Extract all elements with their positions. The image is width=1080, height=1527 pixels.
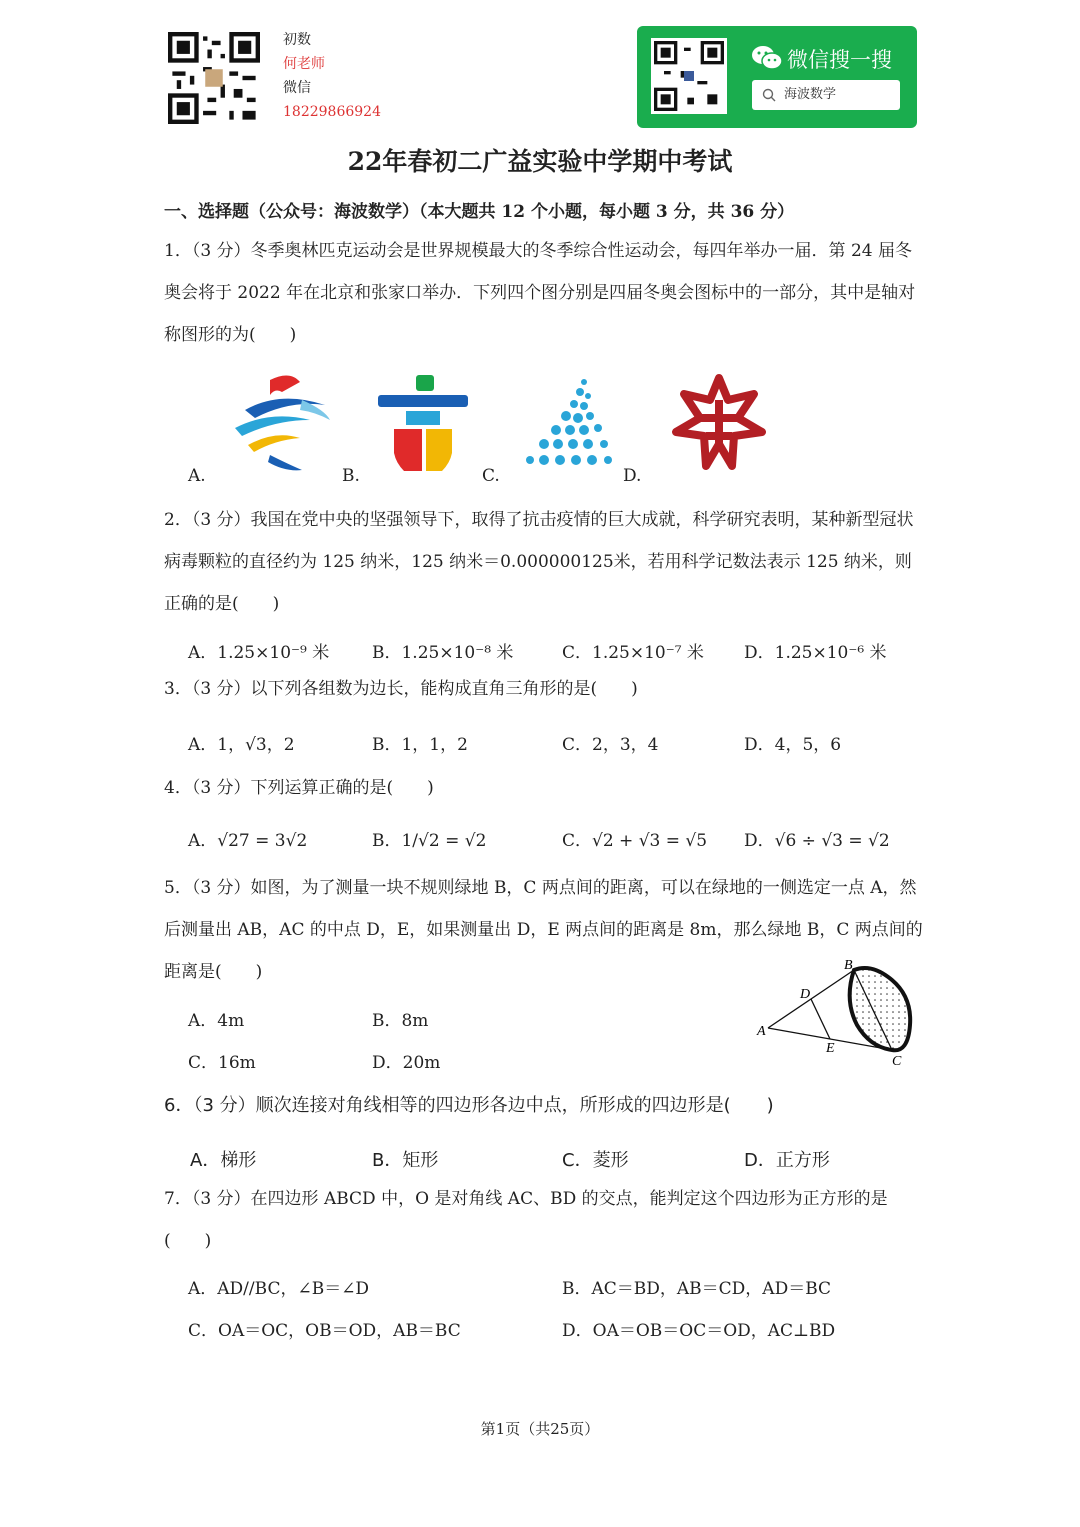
- q7-option-c: C．OA＝OC，OB＝OD，AB＝BC: [188, 1321, 461, 1341]
- q7-option-b: B．AC＝BD，AB＝CD，AD＝BC: [562, 1279, 832, 1299]
- q1-option-b: B.: [342, 466, 360, 486]
- q5-option-d: D．20m: [372, 1053, 441, 1073]
- q5-option-a: A．4m: [188, 1011, 245, 1031]
- section-heading: 一、选择题（公众号：海波数学）（本大题共 12 个小题，每小题 3 分，共 36 分）: [164, 202, 795, 222]
- exam-title: 22年春初二广益实验中学期中考试: [347, 147, 733, 176]
- q3-option-a: A．1，√3，2: [188, 735, 295, 755]
- page-footer: 第1页（共25页）: [480, 1420, 600, 1438]
- q6-option-b: B．矩形: [372, 1150, 439, 1171]
- q2-option-d: D．1.25×10⁻⁶ 米: [744, 643, 887, 663]
- logo-d-image: [666, 370, 772, 474]
- question-3-text: 3．（3 分）以下列各组数为边长，能构成直角三角形的是( ): [164, 679, 638, 699]
- label-c: C: [892, 1054, 902, 1069]
- logo-b-image: [378, 373, 468, 473]
- q1-option-d: D.: [623, 466, 642, 486]
- q3-option-c: C．2，3，4: [562, 735, 659, 755]
- qr-code: [168, 32, 260, 124]
- q4-option-d: D．√6 ÷ √3 = √2: [744, 831, 890, 851]
- question-2-text: 2．（3 分）我国在党中央的坚强领导下，取得了抗击疫情的巨大成就，科学研究表明，某种新型冠状病毒颗粒的直径约为 125 纳米，125 纳米＝0.000000125米，若用科学记数法表示 125 纳米，则正确的是( ): [164, 510, 914, 614]
- q5-option-c: C．16m: [188, 1053, 256, 1073]
- q1-option-c: C.: [482, 466, 500, 486]
- q4-option-c: C．√2 + √3 = √5: [562, 831, 708, 851]
- contact-line: 初数: [283, 32, 311, 48]
- q2-option-c: C．1.25×10⁻⁷ 米: [562, 643, 704, 663]
- question-6-text: 6．（3 分）顺次连接对角线相等的四边形各边中点，所形成的四边形是( ): [164, 1095, 774, 1116]
- q4-option-b: B．1/√2 = √2: [372, 831, 487, 851]
- teacher-name: 何老师: [283, 56, 325, 72]
- question-7-text: 7．（3 分）在四边形 ABCD 中，O 是对角线 AC、BD 的交点，能判定这个四边形为正方形的是( ): [164, 1189, 888, 1251]
- label-d: D: [800, 987, 811, 1002]
- wechat-qr-code: [651, 38, 727, 114]
- q7-option-d: D．OA＝OB＝OC＝OD，AC⊥BD: [562, 1321, 836, 1341]
- q3-option-d: D．4，5，6: [744, 735, 842, 755]
- question-1-text: 1．（3 分）冬季奥林匹克运动会是世界规模最大的冬季综合性运动会，每四年举办一届．第 24 届冬奥会将于 2022 年在北京和张家口举办．下列四个图分别是四届冬奥会图标中的一部分，其中是轴对称图形的为( ): [164, 241, 916, 345]
- contact-info: [283, 28, 381, 124]
- q5-figure: [752, 955, 922, 1070]
- q7-option-a: A．AD//BC，∠B＝∠D: [188, 1279, 370, 1299]
- label-e: E: [826, 1041, 835, 1056]
- q6-option-c: C．菱形: [562, 1150, 629, 1171]
- q6-option-d: D．正方形: [744, 1150, 830, 1171]
- label-b: B: [844, 958, 853, 973]
- contact-line: 微信: [283, 80, 311, 96]
- search-text: 海波数学: [784, 87, 837, 102]
- logo-c-image: [518, 372, 618, 472]
- q5-option-b: B．8m: [372, 1011, 429, 1031]
- phone-number: 18229866924: [283, 104, 381, 120]
- wechat-search-banner[interactable]: [637, 26, 917, 128]
- search-box[interactable]: [752, 80, 900, 110]
- question-5-text: 5．（3 分）如图，为了测量一块不规则绿地 B，C 两点间的距离，可以在绿地的一侧选定一点 A，然后测量出 AB，AC 的中点 D，E，如果测量出 D，E 两点间的距离是 8m，那么绿地 B，C 两点间的距离是( ): [164, 878, 923, 982]
- search-icon: [762, 88, 776, 102]
- wechat-icon: [751, 44, 783, 72]
- q2-option-b: B．1.25×10⁻⁸ 米: [372, 643, 514, 663]
- q4-option-a: A．√27 = 3√2: [188, 831, 308, 851]
- label-a: A: [757, 1024, 766, 1039]
- q6-option-a: A．梯形: [190, 1150, 257, 1171]
- q3-option-b: B．1，1，2: [372, 735, 468, 755]
- question-4-text: 4．（3 分）下列运算正确的是( ): [164, 778, 434, 798]
- q1-option-a: A.: [188, 466, 206, 486]
- q2-option-a: A．1.25×10⁻⁹ 米: [188, 643, 330, 663]
- logo-a-image: [230, 370, 335, 475]
- wechat-search-title: 微信搜一搜: [787, 48, 892, 72]
